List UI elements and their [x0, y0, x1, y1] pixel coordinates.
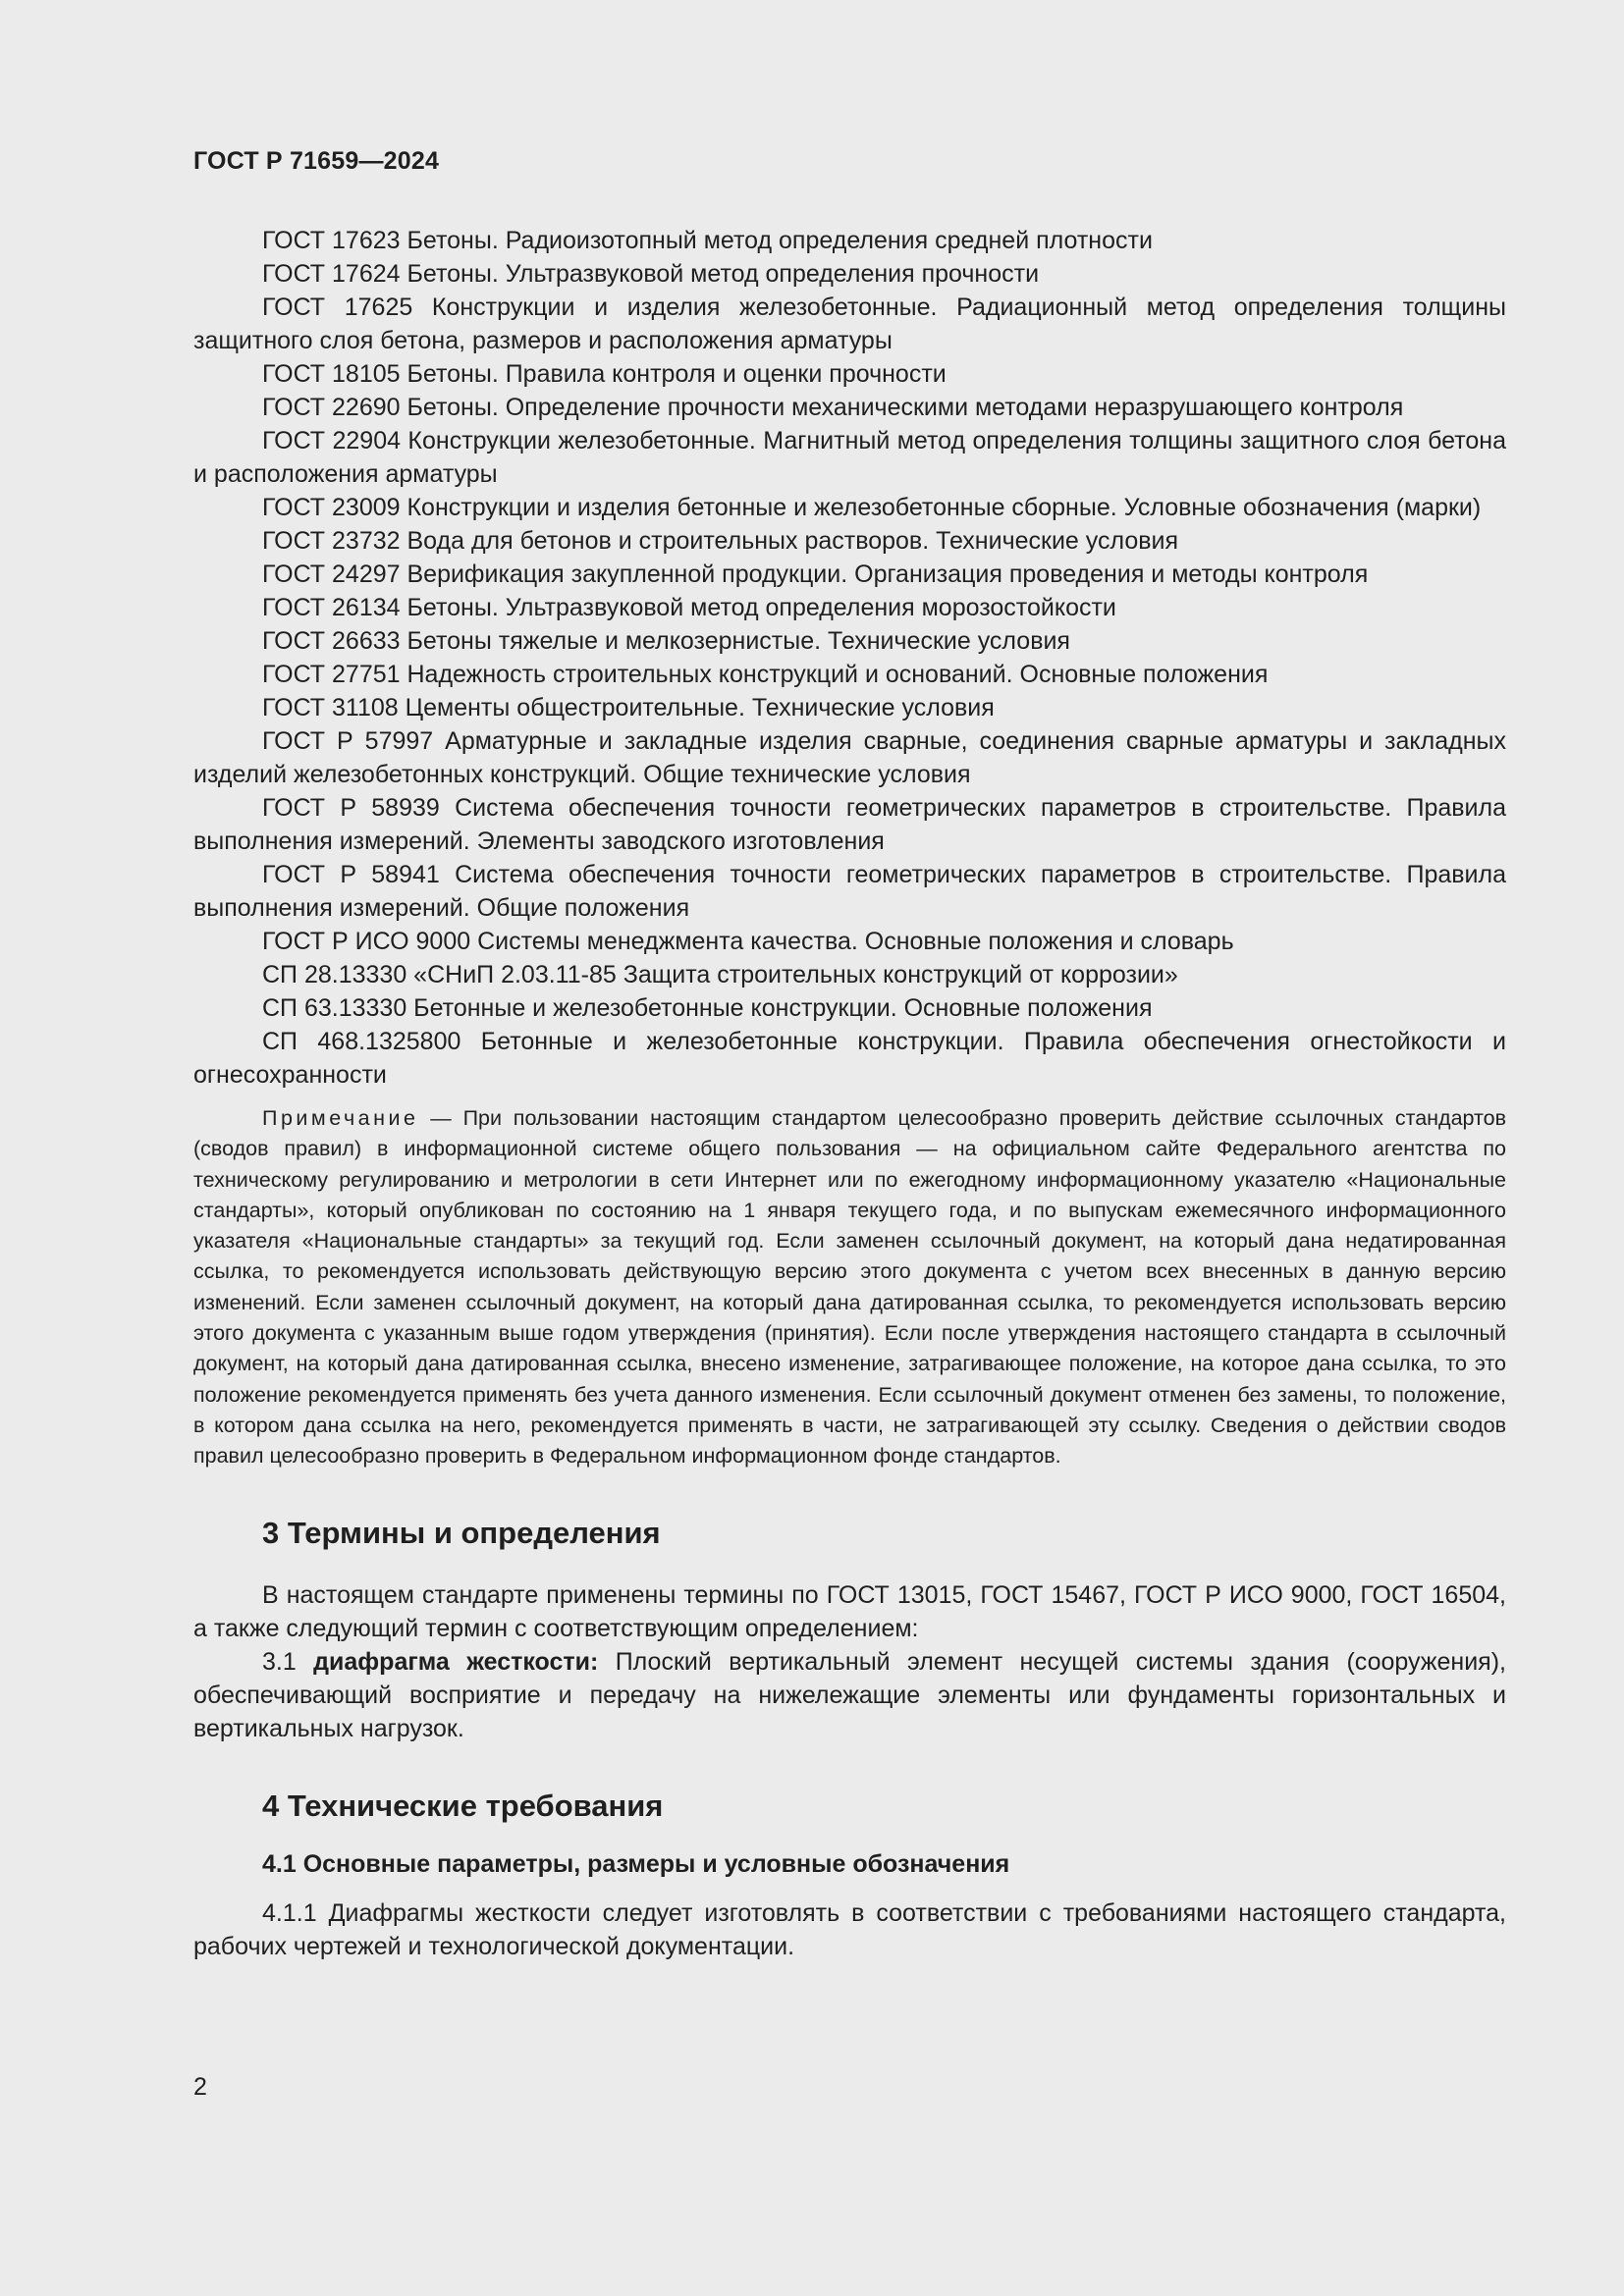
page-content	[193, 224, 1506, 1963]
section-3-heading: 3 Термины и определения	[262, 1515, 661, 1550]
subsection-4-1-heading: 4.1 Основные параметры, размеры и условные обозначения	[262, 1849, 1010, 1878]
reference-item: ГОСТ Р ИСО 9000 Системы менеджмента качества. Основные положения и словарь	[262, 928, 1234, 955]
reference-item: ГОСТ 24297 Верификация закупленной продукции. Организация проведения и методы контроля	[262, 561, 1369, 588]
term-number: 3.1	[262, 1647, 314, 1676]
reference-item: ГОСТ Р 57997 Арматурные и закладные изделия сварные, соединения сварные арматуры и закладных изделий железобетонных конструкций. Общие технические условия	[193, 727, 1506, 788]
reference-item: ГОСТ 22904 Конструкции железобетонные. Магнитный метод определения толщины защитного слоя бетона и расположения арматуры	[193, 427, 1506, 488]
reference-item: ГОСТ 26633 Бетоны тяжелые и мелкозернистые. Технические условия	[262, 627, 1070, 655]
reference-item: ГОСТ Р 58941 Система обеспечения точности геометрических параметров в строительстве. Правила выполнения измерений. Общие положения	[193, 861, 1506, 922]
note-paragraph	[193, 1103, 1506, 1472]
note-text: — При пользовании настоящим стандартом целесообразно проверить действие ссылочных стандартов (сводов правил) в информационной системе общего пользования — на официальном сайте Федерального агентства по техническому регулированию и метрологии в сети Интернет или по ежегодному информационному указателю «Национальные стандарты», который опубликован по состоянию на 1 января текущего года, и по выпускам ежемесячного информационного указателя «Национальные стандарты» за текущий год. Если заменен ссылочный документ, на который дана недатированная ссылка, то рекомендуется использовать действующую версию этого документа с учетом всех внесенных в данную версию изменений. Если заменен ссылочный документ, на который дана датированная ссылка, то рекомендуется использовать версию этого документа с указанным выше годом утверждения (принятия). Если после утверждения настоящего стандарта в ссылочный документ, на который дана датированная ссылка, внесено изменение, затрагивающее положение, на которое дана ссылка, то это положение рекомендуется применять без учета данного изменения. Если ссылочный документ отменен без замены, то положение, в котором дана ссылка на него, рекомендуется применять в части, не затрагивающей эту ссылку. Сведения о действии сводов правил целесообразно проверить в Федеральном информационном фонде стандартов.	[193, 1106, 1506, 1468]
term-name: диафрагма жесткости:	[313, 1647, 599, 1676]
page-number: 2	[193, 2073, 207, 2101]
reference-item: ГОСТ 23732 Вода для бетонов и строительных растворов. Технические условия	[262, 527, 1179, 555]
reference-item: ГОСТ 17625 Конструкции и изделия железобетонные. Радиационный метод определения толщины защитного слоя бетона, размеров и расположения арматуры	[193, 294, 1506, 354]
reference-item: СП 28.13330 «СНиП 2.03.11-85 Защита строительных конструкций от коррозии»	[262, 961, 1178, 988]
document-header: ГОСТ Р 71659—2024	[193, 147, 440, 175]
term-definition-text: Плоский вертикальный элемент несущей системы здания (сооружения), обеспечивающий восприятие и передачу на нижележащие элементы или фундаменты горизонтальных и вертикальных нагрузок.	[193, 1647, 1506, 1742]
reference-item: ГОСТ Р 58939 Система обеспечения точности геометрических параметров в строительстве. Правила выполнения измерений. Элементы заводского изготовления	[193, 794, 1506, 855]
paragraph-4-1-1: 4.1.1 Диафрагмы жесткости следует изготовлять в соответствии с требованиями настоящего стандарта, рабочих чертежей и технологической документации.	[193, 1898, 1506, 1960]
section-3-intro: В настоящем стандарте применены термины по ГОСТ 13015, ГОСТ 15467, ГОСТ Р ИСО 9000, ГОСТ 16504, а также следующий термин с соответствующим определением:	[193, 1580, 1506, 1642]
reference-item: ГОСТ 17623 Бетоны. Радиоизотопный метод определения средней плотности	[262, 227, 1153, 254]
reference-item: ГОСТ 26134 Бетоны. Ультразвуковой метод определения морозостойкости	[262, 594, 1116, 621]
reference-item: ГОСТ 31108 Цементы общестроительные. Технические условия	[262, 694, 995, 721]
reference-item: СП 468.1325800 Бетонные и железобетонные конструкции. Правила обеспечения огнестойкости и огнесохранности	[193, 1028, 1506, 1089]
term-definition	[193, 1645, 1506, 1745]
reference-item: ГОСТ 27751 Надежность строительных конструкций и оснований. Основные положения	[262, 661, 1269, 688]
reference-item: ГОСТ 17624 Бетоны. Ультразвуковой метод определения прочности	[262, 260, 1040, 288]
reference-item: СП 63.13330 Бетонные и железобетонные конструкции. Основные положения	[262, 994, 1153, 1022]
note-label: Примечание	[262, 1106, 419, 1130]
reference-item: ГОСТ 23009 Конструкции и изделия бетонные и железобетонные сборные. Условные обозначения (марки)	[262, 494, 1482, 521]
section-4-heading: 4 Технические требования	[262, 1788, 664, 1823]
reference-item: ГОСТ 22690 Бетоны. Определение прочности механическими методами неразрушающего контроля	[262, 394, 1404, 421]
reference-item: ГОСТ 18105 Бетоны. Правила контроля и оценки прочности	[262, 360, 947, 388]
normative-references-list	[193, 224, 1506, 1092]
